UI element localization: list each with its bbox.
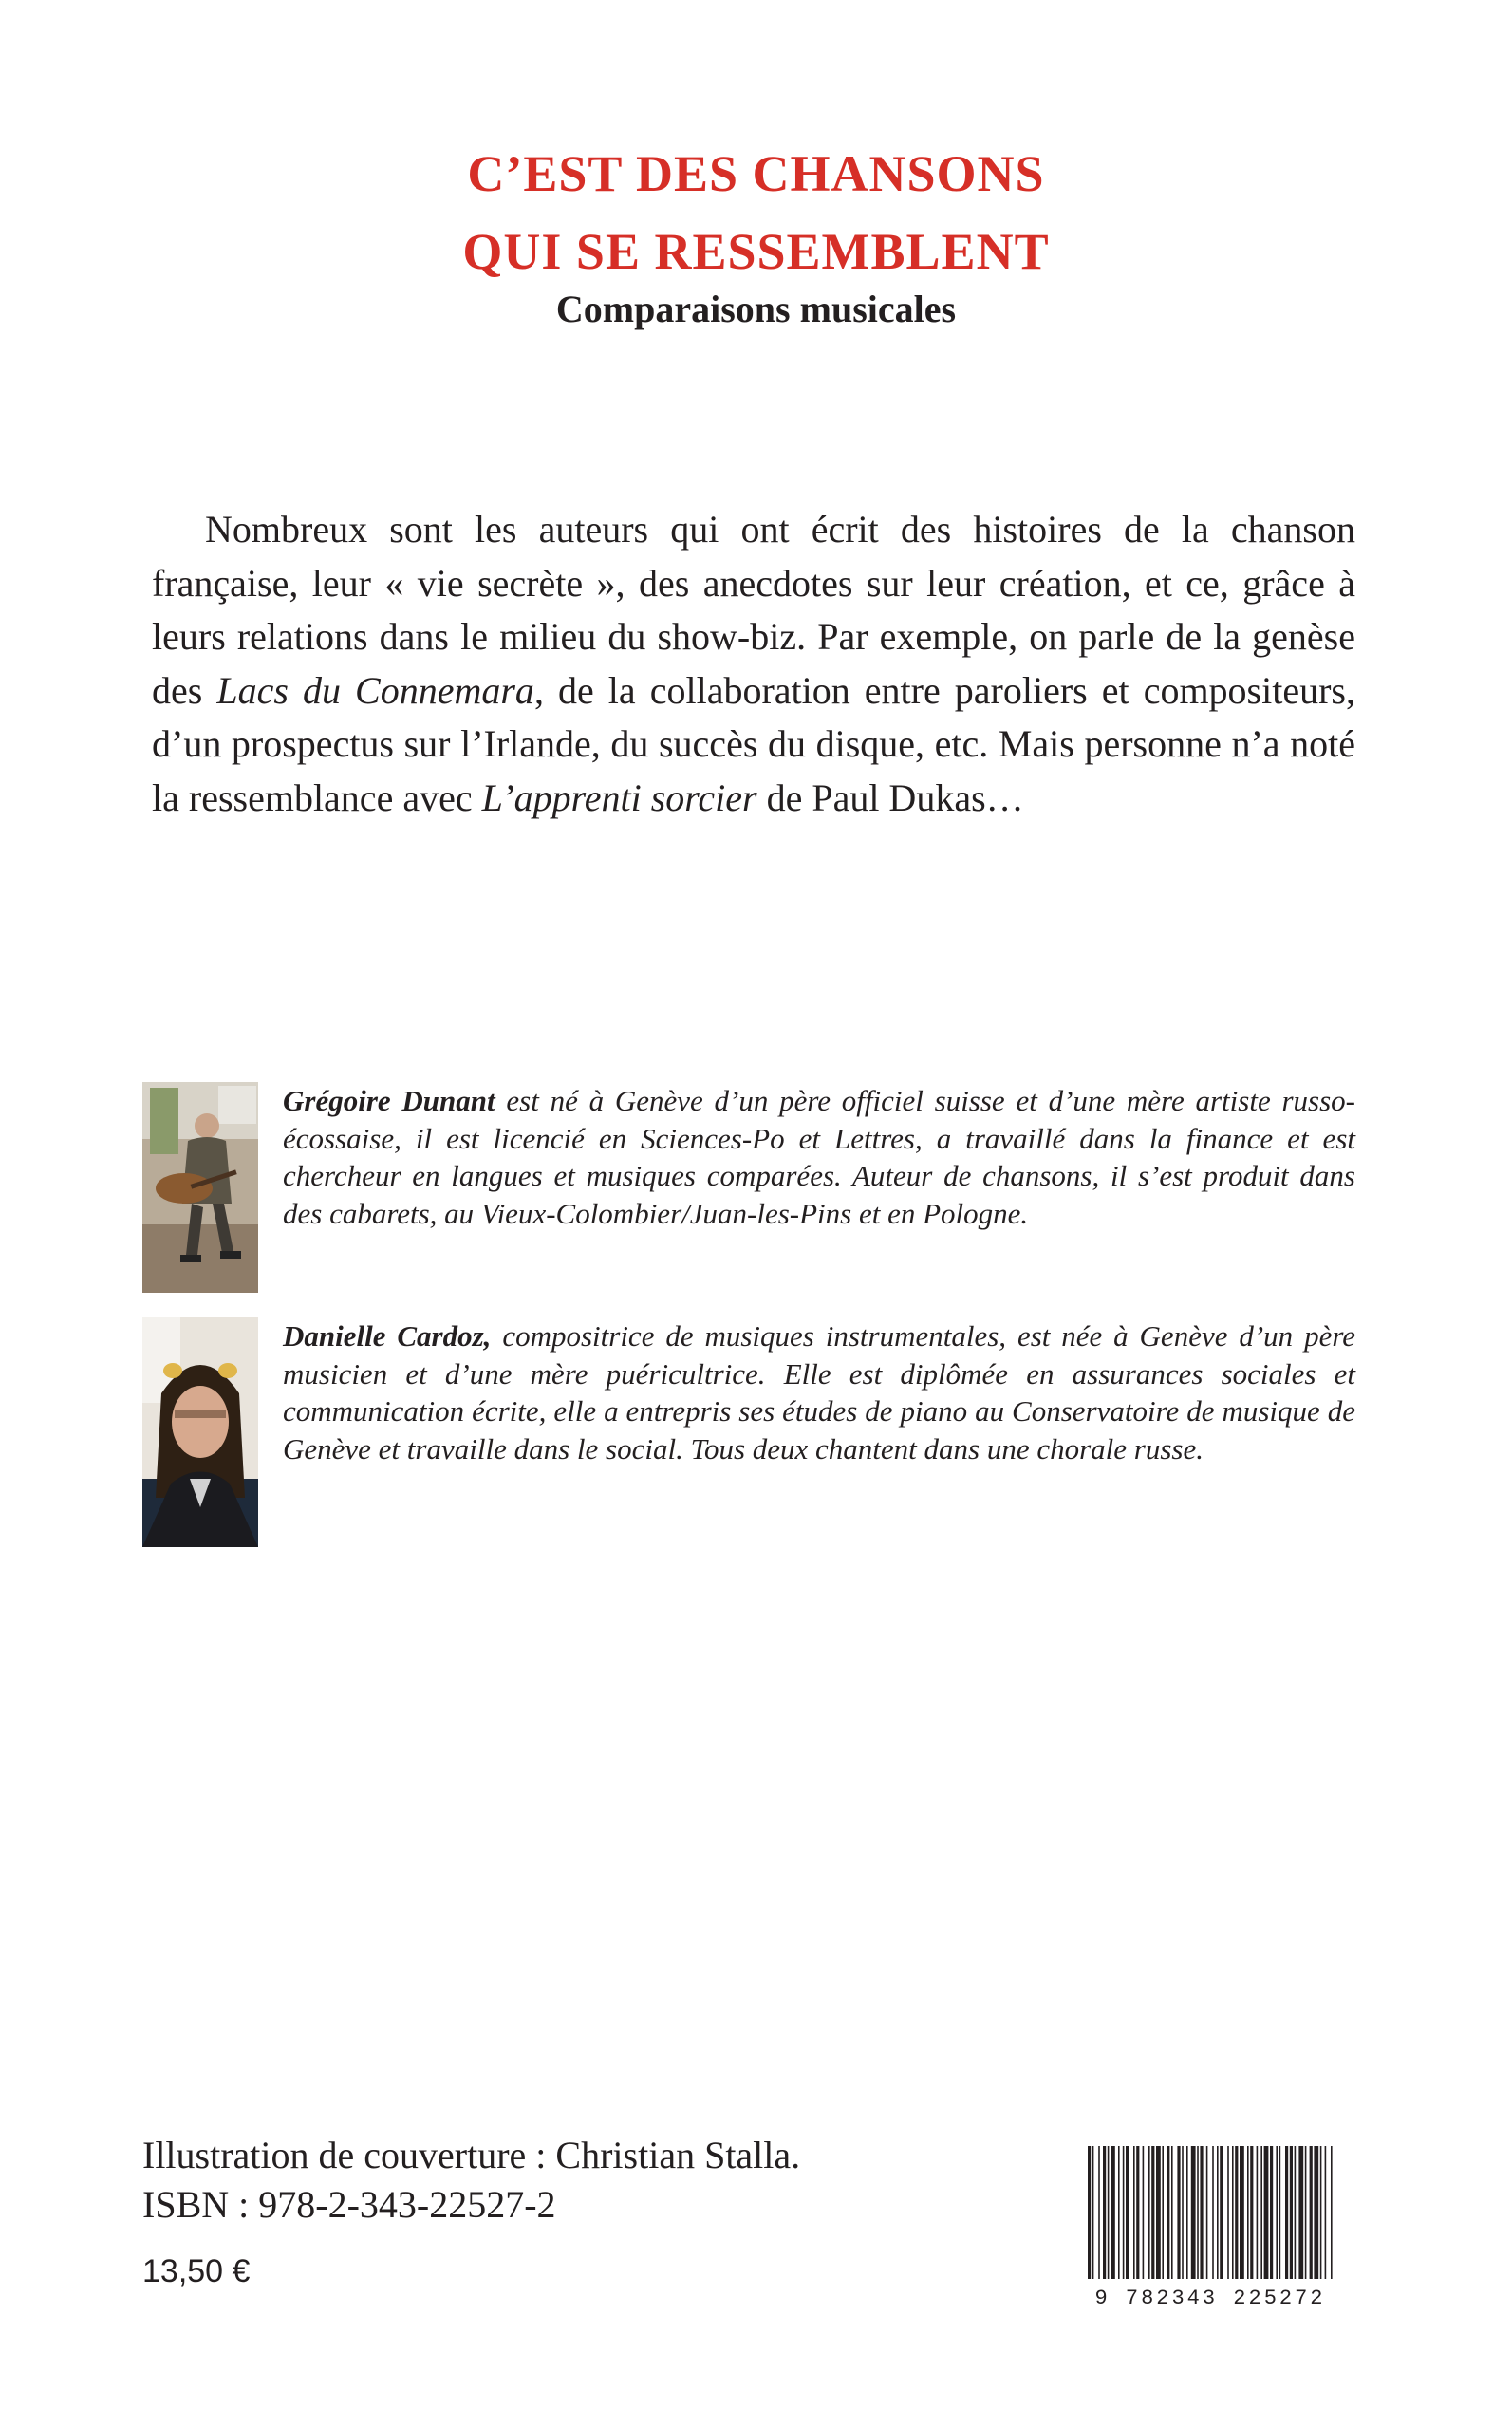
author-photo-2 bbox=[142, 1317, 258, 1547]
barcode-digits: 9 782343 225272 bbox=[1094, 2287, 1326, 2309]
illustration-credit: Illustration de couverture : Christian Stalla. bbox=[142, 2134, 801, 2176]
author-name-2: Danielle Cardoz, bbox=[283, 1319, 492, 1353]
barcode-bars bbox=[1088, 2146, 1333, 2279]
publication-info bbox=[142, 2131, 800, 2230]
author-bio-text-1 bbox=[283, 1082, 1355, 1232]
back-cover-blurb bbox=[152, 503, 1355, 825]
title-line-2: QUI SE RESSEMBLENT bbox=[462, 223, 1050, 280]
title-line-1: C’EST DES CHANSONS bbox=[467, 145, 1045, 202]
author-bio-body-2: compositrice de musiques instrumentales, est née à Genève d’un père musicien et d’une mère puéricultrice. Elle est diplômée en assurances sociales et communication écrite, elle a entrepris ses études de piano au Conservatoire de musique de Genève et travaille dans le social. Tous deux chantent dans une chorale russe. bbox=[283, 1319, 1355, 1466]
blurb-paragraph bbox=[152, 503, 1355, 825]
author-bio-1 bbox=[142, 1082, 1355, 1296]
blurb-work-title: L’apprenti sorcier bbox=[481, 775, 757, 819]
blurb-text: Nombreux sont les auteurs qui ont écrit des histoires de la chanson française, leur « vie secrète », des anecdotes sur leur création, et ce, grâce à leurs relations dans le milieu du show-biz. Par exemple, on parle de la genèse des bbox=[152, 508, 1355, 712]
book-title bbox=[0, 135, 1512, 290]
author-photo-1 bbox=[142, 1082, 258, 1293]
blurb-text: , de la collaboration entre paroliers et compositeurs, d’un prospectus sur l’Irlande, du succès du disque, etc. Mais personne n’a noté la ressemblance avec bbox=[152, 668, 1355, 819]
blurb-song-title: Lacs du Connemara bbox=[216, 668, 534, 712]
isbn: ISBN : 978-2-343-22527-2 bbox=[142, 2183, 556, 2226]
barcode bbox=[1082, 2142, 1338, 2309]
author-bio-text-2 bbox=[283, 1317, 1355, 1467]
author-name-1: Grégoire Dunant bbox=[283, 1084, 495, 1117]
author-bio-body-1: est né à Genève d’un père officiel suisse et d’une mère artiste russo-écossaise, il est licencié en Sciences-Po et Lettres, a travaillé dans la finance et est chercheur en langues et musiques comparées. Auteur de chansons, il s’est produit dans des cabarets, au Vieux-Colombier/Juan-les-Pins et en Pologne. bbox=[283, 1084, 1355, 1230]
blurb-text: de Paul Dukas… bbox=[756, 775, 1024, 819]
book-subtitle: Comparaisons musicales bbox=[555, 288, 957, 330]
author-bio-2 bbox=[142, 1317, 1355, 1545]
price: 13,50 € bbox=[142, 2253, 251, 2289]
